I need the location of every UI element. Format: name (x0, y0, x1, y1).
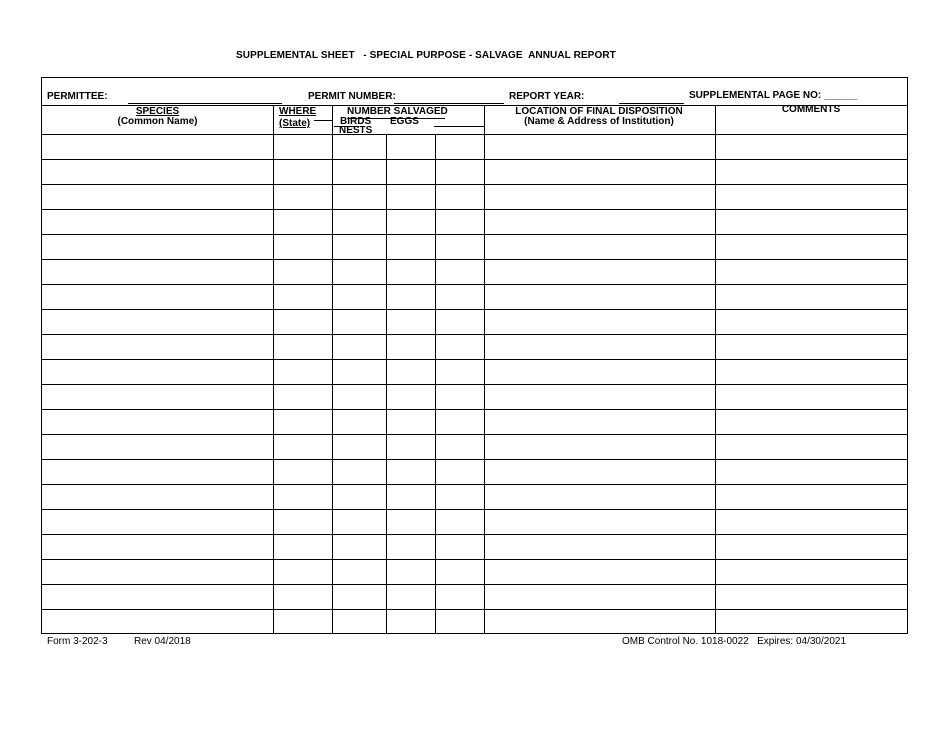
cell-location[interactable] (485, 460, 714, 483)
cell-where[interactable] (274, 560, 331, 583)
cell-nests[interactable] (436, 410, 483, 433)
cell-eggs[interactable] (387, 335, 434, 358)
cell-comments[interactable] (716, 560, 906, 583)
cell-birds[interactable] (333, 485, 385, 508)
cell-birds[interactable] (333, 535, 385, 558)
species-header: SPECIES (Common Name) (117, 106, 198, 127)
where-line (314, 120, 332, 121)
cell-eggs[interactable] (387, 260, 434, 283)
cell-where[interactable] (274, 160, 331, 183)
supplemental-page-label: SUPPLEMENTAL PAGE NO: ______ (689, 90, 858, 101)
cell-birds[interactable] (333, 510, 385, 533)
cell-eggs[interactable] (387, 385, 434, 408)
cell-birds[interactable] (333, 410, 385, 433)
cell-birds[interactable] (333, 560, 385, 583)
cell-species[interactable] (43, 210, 272, 233)
cell-location[interactable] (485, 185, 714, 208)
form-number: Form 3-202-3 (47, 636, 108, 647)
cell-comments[interactable] (716, 410, 906, 433)
cell-birds[interactable] (333, 610, 385, 633)
cell-location[interactable] (485, 435, 714, 458)
cell-eggs[interactable] (387, 235, 434, 258)
cell-nests[interactable] (436, 360, 483, 383)
cell-eggs[interactable] (387, 460, 434, 483)
cell-nests[interactable] (436, 260, 483, 283)
cell-comments[interactable] (716, 435, 906, 458)
permit-number-input[interactable] (394, 88, 504, 104)
cell-species[interactable] (43, 585, 272, 608)
form-title: SUPPLEMENTAL SHEET - SPECIAL PURPOSE - SALVAGE ANNUAL REPORT (236, 50, 616, 61)
report-year-label: REPORT YEAR: (509, 91, 585, 102)
cell-nests[interactable] (436, 135, 483, 158)
cell-eggs[interactable] (387, 410, 434, 433)
eggs-header: EGGS (390, 116, 419, 127)
cell-birds[interactable] (333, 285, 385, 308)
cell-nests[interactable] (436, 610, 483, 633)
cell-species[interactable] (43, 610, 272, 633)
cell-where[interactable] (274, 260, 331, 283)
cell-comments[interactable] (716, 360, 906, 383)
cell-where[interactable] (274, 335, 331, 358)
cell-where[interactable] (274, 460, 331, 483)
cell-birds[interactable] (333, 385, 385, 408)
cell-birds[interactable] (333, 585, 385, 608)
cell-where[interactable] (274, 535, 331, 558)
cell-where[interactable] (274, 435, 331, 458)
cell-nests[interactable] (436, 185, 483, 208)
cell-comments[interactable] (716, 460, 906, 483)
cell-where[interactable] (274, 285, 331, 308)
omb-control: OMB Control No. 1018-0022 Expires: 04/30/2021 (622, 636, 847, 647)
cell-species[interactable] (43, 360, 272, 383)
cell-eggs[interactable] (387, 535, 434, 558)
cell-location[interactable] (485, 235, 714, 258)
cell-comments[interactable] (716, 335, 906, 358)
cell-eggs[interactable] (387, 435, 434, 458)
cell-birds[interactable] (333, 235, 385, 258)
cell-species[interactable] (43, 160, 272, 183)
cell-location[interactable] (485, 260, 714, 283)
cell-birds[interactable] (333, 360, 385, 383)
report-year-input[interactable] (619, 88, 684, 104)
cell-species[interactable] (43, 460, 272, 483)
comments-header: COMMENTS (781, 104, 841, 115)
form-revision: Rev 04/2018 (134, 636, 191, 647)
cell-species[interactable] (43, 260, 272, 283)
cell-comments[interactable] (716, 485, 906, 508)
cell-species[interactable] (43, 135, 272, 158)
cell-comments[interactable] (716, 510, 906, 533)
cell-comments[interactable] (716, 185, 906, 208)
cell-birds[interactable] (333, 335, 385, 358)
cell-species[interactable] (43, 485, 272, 508)
cell-species[interactable] (43, 335, 272, 358)
cell-eggs[interactable] (387, 135, 434, 158)
cell-birds[interactable] (333, 160, 385, 183)
cell-nests[interactable] (436, 585, 483, 608)
cell-eggs[interactable] (387, 285, 434, 308)
cell-comments[interactable] (716, 610, 906, 633)
cell-species[interactable] (43, 285, 272, 308)
cell-comments[interactable] (716, 385, 906, 408)
cell-where[interactable] (274, 610, 331, 633)
cell-eggs[interactable] (387, 160, 434, 183)
permittee-input[interactable] (128, 88, 282, 104)
cell-location[interactable] (485, 610, 714, 633)
cell-location[interactable] (485, 135, 714, 158)
cell-nests[interactable] (436, 235, 483, 258)
cell-nests[interactable] (436, 485, 483, 508)
cell-location[interactable] (485, 510, 714, 533)
nests-header-clip (332, 126, 377, 133)
cell-nests[interactable] (436, 385, 483, 408)
cell-species[interactable] (43, 235, 272, 258)
cell-where[interactable] (274, 360, 331, 383)
cell-nests[interactable] (436, 335, 483, 358)
cell-location[interactable] (485, 585, 714, 608)
permittee-label: PERMITTEE: (47, 91, 108, 102)
cell-where[interactable] (274, 210, 331, 233)
number-salvaged-header: NUMBER SALVAGED (347, 106, 448, 117)
cell-comments[interactable] (716, 285, 906, 308)
cell-eggs[interactable] (387, 210, 434, 233)
cell-species[interactable] (43, 185, 272, 208)
where-header: WHERE (State) (279, 106, 317, 129)
cell-birds[interactable] (333, 260, 385, 283)
cell-eggs[interactable] (387, 560, 434, 583)
cell-location[interactable] (485, 335, 714, 358)
cell-where[interactable] (274, 510, 331, 533)
cell-location[interactable] (485, 160, 714, 183)
cell-birds[interactable] (333, 210, 385, 233)
cell-location[interactable] (485, 210, 714, 233)
cell-location[interactable] (485, 360, 714, 383)
cell-comments[interactable] (716, 310, 906, 333)
cell-nests[interactable] (436, 510, 483, 533)
cell-comments[interactable] (716, 535, 906, 558)
cell-eggs[interactable] (387, 585, 434, 608)
cell-nests[interactable] (436, 535, 483, 558)
cell-location[interactable] (485, 535, 714, 558)
cell-species[interactable] (43, 510, 272, 533)
cell-nests[interactable] (436, 285, 483, 308)
cell-nests[interactable] (436, 210, 483, 233)
cell-eggs[interactable] (387, 610, 434, 633)
cell-location[interactable] (485, 310, 714, 333)
cell-where[interactable] (274, 235, 331, 258)
cell-eggs[interactable] (387, 310, 434, 333)
cell-location[interactable] (485, 560, 714, 583)
cell-species[interactable] (43, 560, 272, 583)
cell-species[interactable] (43, 435, 272, 458)
report-table (41, 77, 908, 634)
cell-birds[interactable] (333, 460, 385, 483)
cell-location[interactable] (485, 485, 714, 508)
nests-header: NESTS (339, 126, 373, 133)
eggs-line (434, 126, 484, 127)
cell-eggs[interactable] (387, 360, 434, 383)
cell-where[interactable] (274, 585, 331, 608)
cell-species[interactable] (43, 535, 272, 558)
cell-comments[interactable] (716, 210, 906, 233)
cell-comments[interactable] (716, 585, 906, 608)
cell-species[interactable] (43, 385, 272, 408)
cell-location[interactable] (485, 285, 714, 308)
cell-eggs[interactable] (387, 185, 434, 208)
location-header: LOCATION OF FINAL DISPOSITION (Name & Address of Institution) (515, 106, 683, 127)
cell-where[interactable] (274, 410, 331, 433)
cell-species[interactable] (43, 310, 272, 333)
cell-birds[interactable] (333, 310, 385, 333)
birds-header: BIRDS (340, 116, 372, 127)
cell-where[interactable] (274, 135, 331, 158)
cell-comments[interactable] (716, 260, 906, 283)
cell-location[interactable] (485, 385, 714, 408)
cell-eggs[interactable] (387, 485, 434, 508)
cell-birds[interactable] (333, 185, 385, 208)
cell-where[interactable] (274, 185, 331, 208)
cell-eggs[interactable] (387, 510, 434, 533)
cell-nests[interactable] (436, 435, 483, 458)
cell-birds[interactable] (333, 435, 385, 458)
cell-birds[interactable] (333, 135, 385, 158)
cell-location[interactable] (485, 410, 714, 433)
cell-where[interactable] (274, 485, 331, 508)
cell-where[interactable] (274, 310, 331, 333)
cell-nests[interactable] (436, 560, 483, 583)
cell-species[interactable] (43, 410, 272, 433)
cell-where[interactable] (274, 385, 331, 408)
cell-comments[interactable] (716, 160, 906, 183)
cell-comments[interactable] (716, 135, 906, 158)
cell-nests[interactable] (436, 310, 483, 333)
cell-comments[interactable] (716, 235, 906, 258)
cell-nests[interactable] (436, 460, 483, 483)
cell-nests[interactable] (436, 160, 483, 183)
permit-number-label: PERMIT NUMBER: (308, 91, 396, 102)
